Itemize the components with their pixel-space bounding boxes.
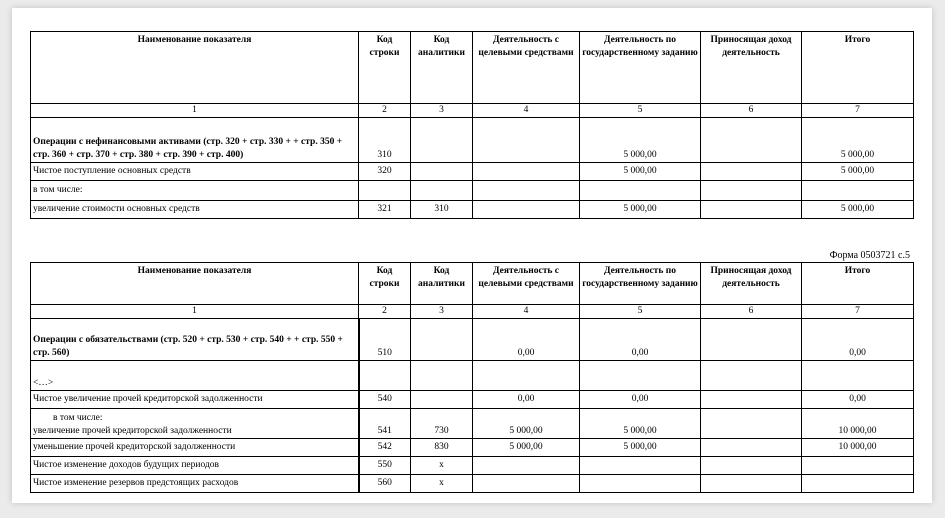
row-name: Операции с нефинансовыми активами (стр. 320 + стр. 330 + + стр. 350 + стр. 360 + стр. 370 + стр. 380 + стр. 390 + стр. 400) xyxy=(31,118,359,163)
row-income-activity xyxy=(701,201,802,219)
row-target-funds: 0,00 xyxy=(473,319,580,361)
table-row xyxy=(31,457,914,475)
column-number: 6 xyxy=(701,104,802,118)
row-income-activity xyxy=(701,319,802,361)
table-row xyxy=(31,201,914,219)
header-name: Наименование показателя xyxy=(31,32,359,104)
table-row xyxy=(31,181,914,201)
row-name: в том числе: xyxy=(31,181,359,201)
row-state-task xyxy=(580,457,701,475)
header-target-funds: Деятельность с целевыми средствами xyxy=(473,263,580,305)
header-total: Итого xyxy=(802,263,914,305)
form-label: Форма 0503721 с.5 xyxy=(829,250,910,261)
row-line-code: 321 xyxy=(359,201,411,219)
row-line-code: 550 xyxy=(359,457,411,475)
column-number: 1 xyxy=(31,104,359,118)
row-total xyxy=(802,181,914,201)
header-state-task: Деятельность по государственному заданию xyxy=(580,32,701,104)
column-number: 6 xyxy=(701,305,802,319)
row-line-code: 510 xyxy=(359,319,411,361)
column-number-row xyxy=(31,305,914,319)
column-number: 4 xyxy=(473,104,580,118)
row-target-funds xyxy=(473,475,580,493)
column-number: 4 xyxy=(473,305,580,319)
column-number-row xyxy=(31,104,914,118)
table-row xyxy=(31,118,914,163)
header-row xyxy=(31,263,914,305)
row-name-cell xyxy=(31,409,359,439)
row-income-activity xyxy=(701,475,802,493)
row-total xyxy=(802,457,914,475)
report-table-nonfinancial xyxy=(30,31,914,219)
row-income-activity xyxy=(701,118,802,163)
column-number: 5 xyxy=(580,104,701,118)
row-state-task xyxy=(580,475,701,493)
row-target-funds: 0,00 xyxy=(473,391,580,409)
row-line-code: 310 xyxy=(359,118,411,163)
row-state-task: 5 000,00 xyxy=(580,439,701,457)
header-income-activity: Приносящая доход деятельность xyxy=(701,32,802,104)
column-number: 7 xyxy=(802,305,914,319)
row-income-activity xyxy=(701,409,802,439)
row-name: <…> xyxy=(31,361,359,391)
row-line-code: 540 xyxy=(359,391,411,409)
row-target-funds xyxy=(473,118,580,163)
header-code-line: Код строки xyxy=(359,32,411,104)
row-analytics-code: 730 xyxy=(411,409,473,439)
row-line-code xyxy=(359,181,411,201)
table-row xyxy=(31,475,914,493)
column-number: 7 xyxy=(802,104,914,118)
row-total: 5 000,00 xyxy=(802,201,914,219)
row-line-code: 542 xyxy=(359,439,411,457)
row-state-task: 5 000,00 xyxy=(580,409,701,439)
row-target-funds: 5 000,00 xyxy=(473,409,580,439)
header-row xyxy=(31,32,914,104)
table-row xyxy=(31,439,914,457)
row-target-funds xyxy=(473,163,580,181)
row-total: 5 000,00 xyxy=(802,118,914,163)
header-total: Итого xyxy=(802,32,914,104)
row-analytics-code xyxy=(411,181,473,201)
row-name: Чистое поступление основных средств xyxy=(31,163,359,181)
row-state-task: 5 000,00 xyxy=(580,201,701,219)
row-state-task: 0,00 xyxy=(580,391,701,409)
table-row xyxy=(31,391,914,409)
row-state-task: 5 000,00 xyxy=(580,118,701,163)
header-target-funds: Деятельность с целевыми средствами xyxy=(473,32,580,104)
column-number: 3 xyxy=(411,104,473,118)
row-name: увеличение стоимости основных средств xyxy=(31,201,359,219)
row-income-activity xyxy=(701,457,802,475)
row-total xyxy=(802,475,914,493)
document-sheet xyxy=(12,8,932,503)
row-analytics-code xyxy=(411,118,473,163)
row-name-prefix: в том числе: xyxy=(53,413,103,423)
row-analytics-code: 830 xyxy=(411,439,473,457)
row-analytics-code xyxy=(411,391,473,409)
row-income-activity xyxy=(701,391,802,409)
row-name: Операции с обязательствами (стр. 520 + стр. 530 + стр. 540 + + стр. 550 + стр. 560) xyxy=(31,319,359,361)
row-name: Чистое изменение доходов будущих периодов xyxy=(31,457,359,475)
column-number: 3 xyxy=(411,305,473,319)
row-target-funds: 5 000,00 xyxy=(473,439,580,457)
row-target-funds xyxy=(473,181,580,201)
header-income-activity: Приносящая доход деятельность xyxy=(701,263,802,305)
row-state-task xyxy=(580,361,701,391)
row-total: 10 000,00 xyxy=(802,409,914,439)
row-total xyxy=(802,361,914,391)
table-row xyxy=(31,319,914,361)
table-row xyxy=(31,163,914,181)
table-row xyxy=(31,409,914,439)
row-total: 0,00 xyxy=(802,319,914,361)
column-number: 5 xyxy=(580,305,701,319)
row-analytics-code xyxy=(411,319,473,361)
row-name: увеличение прочей кредиторской задолженности xyxy=(33,426,232,436)
column-number: 2 xyxy=(359,104,411,118)
row-income-activity xyxy=(701,181,802,201)
header-name: Наименование показателя xyxy=(31,263,359,305)
row-target-funds xyxy=(473,201,580,219)
row-name: Чистое изменение резервов предстоящих расходов xyxy=(31,475,359,493)
row-analytics-code: 310 xyxy=(411,201,473,219)
row-total: 10 000,00 xyxy=(802,439,914,457)
table-row xyxy=(31,361,914,391)
header-code-analytics: Код аналитики xyxy=(411,263,473,305)
column-number: 1 xyxy=(31,305,359,319)
row-analytics-code xyxy=(411,163,473,181)
row-state-task: 5 000,00 xyxy=(580,163,701,181)
row-target-funds xyxy=(473,457,580,475)
row-total: 5 000,00 xyxy=(802,163,914,181)
row-total: 0,00 xyxy=(802,391,914,409)
row-income-activity xyxy=(701,163,802,181)
row-state-task xyxy=(580,181,701,201)
row-name: уменьшение прочей кредиторской задолженности xyxy=(31,439,359,457)
header-code-analytics: Код аналитики xyxy=(411,32,473,104)
header-state-task: Деятельность по государственному заданию xyxy=(580,263,701,305)
row-line-code xyxy=(359,361,411,391)
row-income-activity xyxy=(701,439,802,457)
row-line-code: 320 xyxy=(359,163,411,181)
header-code-line: Код строки xyxy=(359,263,411,305)
row-analytics-code: х xyxy=(411,457,473,475)
row-income-activity xyxy=(701,361,802,391)
row-target-funds xyxy=(473,361,580,391)
row-line-code: 541 xyxy=(359,409,411,439)
report-table-liabilities xyxy=(30,262,914,493)
row-analytics-code: х xyxy=(411,475,473,493)
row-line-code: 560 xyxy=(359,475,411,493)
row-analytics-code xyxy=(411,361,473,391)
column-number: 2 xyxy=(359,305,411,319)
row-state-task: 0,00 xyxy=(580,319,701,361)
row-name: Чистое увеличение прочей кредиторской задолженности xyxy=(31,391,359,409)
